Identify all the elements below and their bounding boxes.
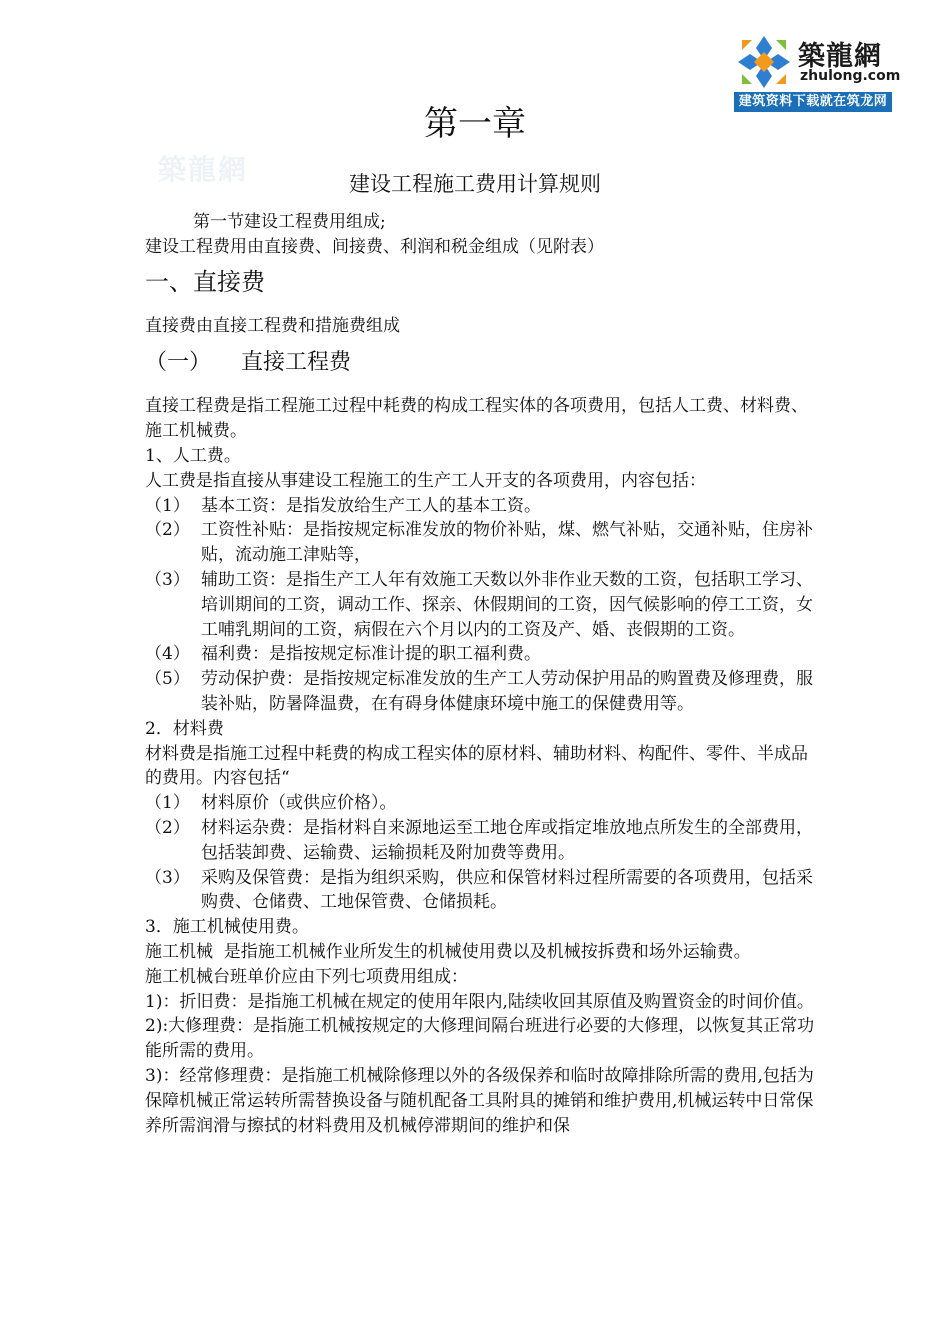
heading-number: （一） <box>145 350 212 376</box>
logo-top <box>734 32 901 90</box>
machinery-item: 2):大修理费：是指施工机械按规定的大修理间隔台班进行必要的大修理，以恢复其正常功能所需的费用。 <box>145 1016 815 1062</box>
item-number: （3） <box>145 867 190 888</box>
list-item <box>145 667 815 717</box>
chapter-title: 第一章 <box>424 104 526 144</box>
list-item <box>145 791 815 816</box>
item-number: （2） <box>145 817 190 838</box>
item-text: 劳动保护费：是指按规定标准发放的生产工人劳动保护用品的购置费及修理费，服装补贴，防暑降温费，在有碍身体健康环境中施工的保健费用等。 <box>201 669 813 714</box>
heading-text: 直接工程费 <box>241 350 352 376</box>
heading-direct-cost: 一、直接费 <box>145 267 265 296</box>
document-title: 建设工程施工费用计算规则 <box>349 172 601 196</box>
list-item <box>145 494 815 519</box>
item-text: 采购及保管费：是指为组织采购，供应和保管材料过程所需要的各项费用，包括采购费、仓储费、工地保管费、仓储损耗。 <box>201 867 813 913</box>
section-heading: 第一节建设工程费用组成; <box>193 212 386 232</box>
machinery-title: 3．施工机械使用费。 <box>145 917 309 938</box>
item-number: （4） <box>145 644 190 665</box>
heading-direct-engineering-cost <box>145 346 815 380</box>
list-item <box>145 642 815 667</box>
labor-definition: 人工费是指直接从事建设工程施工的生产工人开支的各项费用，内容包括： <box>145 470 706 491</box>
item-number: （3） <box>145 569 190 590</box>
item-number: （5） <box>145 669 190 690</box>
item-number: （1） <box>145 793 190 814</box>
item-text: 工资性补贴：是指按规定标准发放的物价补贴，煤、燃气补贴，交通补贴，住房补贴，流动施工津贴等， <box>201 520 813 566</box>
machinery-item: 1)：折旧费：是指施工机械在规定的使用年限内,陆续收回其原值及购置资金的时间价值。 <box>145 991 814 1012</box>
list-item <box>145 568 815 642</box>
item-number: （1） <box>145 495 190 516</box>
list-item <box>145 866 815 916</box>
labor-title: 1、人工费。 <box>145 445 241 466</box>
item-text: 辅助工资：是指生产工人年有效施工天数以外非作业天数的工资，包括职工学习、培训期间的工资，调动工作、探亲、休假期间的工资，因气候影响的停工工资，女工哺乳期间的工资，病假在六个月以内的工资及产、婚、丧假期的工资。 <box>201 569 813 640</box>
machinery-lead: 施工机械台班单价应由下列七项费用组成： <box>145 966 468 987</box>
direct-cost-text: 直接费由直接工程费和措施费组成 <box>145 315 400 336</box>
direct-engineering-definition: 直接工程费是指工程施工过程中耗费的构成工程实体的各项费用，包括人工费、材料费、施工机械费。 <box>145 396 808 442</box>
list-item <box>145 518 815 568</box>
material-title: 2．材料费 <box>145 718 224 739</box>
machinery-definition: 施工机械 是指施工机械作业所发生的机械使用费以及机械按拆费和场外运输费。 <box>145 941 751 962</box>
item-text: 材料运杂费：是指材料自来源地运至工地仓库或指定堆放地点所发生的全部费用，包括装卸费、运输费、运输损耗及附加费等费用。 <box>201 817 813 863</box>
logo-banner: 建筑资料下载就在筑龙网 <box>734 92 892 112</box>
zhulong-logo-mark-icon <box>736 34 792 90</box>
item-text: 材料原价（或供应价格）。 <box>201 793 397 814</box>
watermark: 築龍網 <box>158 153 249 186</box>
material-definition: 材料费是指施工过程中耗费的构成工程实体的原材料、辅助材料、构配件、零件、半成品的费用。内容包括“ <box>145 743 808 789</box>
logo-domain: zhulong.com <box>800 68 901 84</box>
item-text: 福利费：是指按规定标准计提的职工福利费。 <box>201 644 541 665</box>
item-number: （2） <box>145 520 190 541</box>
list-item <box>145 816 815 866</box>
document-body <box>145 210 815 1138</box>
item-text: 基本工资：是指发放给生产工人的基本工资。 <box>201 495 541 516</box>
intro-paragraph: 建设工程费用由直接费、间接费、利润和税金组成（见附表） <box>145 236 604 257</box>
logo-name: 築龍網 <box>798 41 882 72</box>
machinery-item: 3)：经常修理费：是指施工机械除修理以外的各级保养和临时故障排除所需的费用,包括为保障机械正常运转所需替换设备与随机配备工具附具的摊销和维护费用,机械运转中日常保养所需润滑与擦拭的材料费用及机械停滞期间的维护和保 <box>145 1065 814 1136</box>
